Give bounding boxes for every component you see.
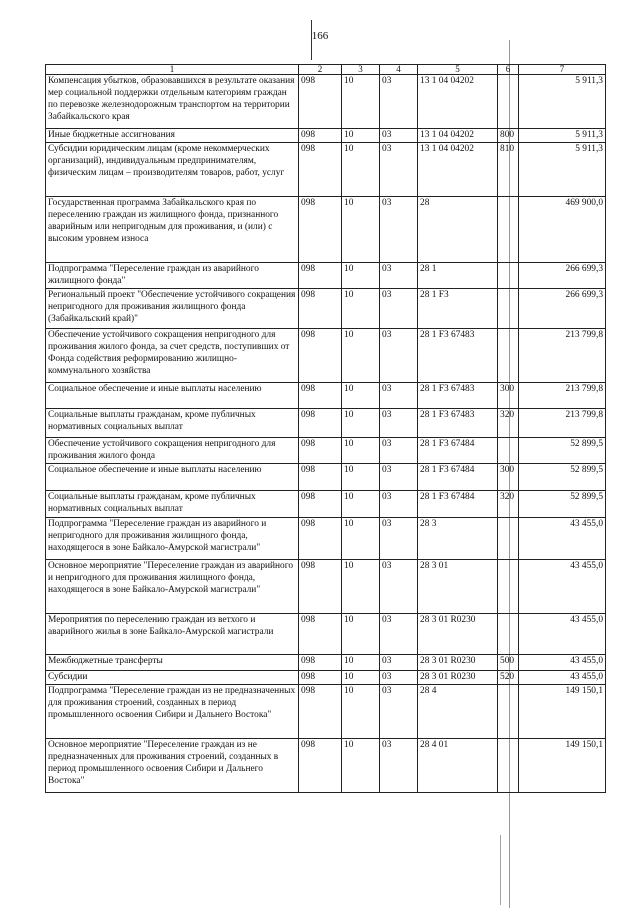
row-c5-cell: 28 3 [418, 518, 498, 560]
row-c6-cell: 810 [498, 143, 519, 197]
row-c4-cell: 03 [380, 75, 418, 129]
row-c3-cell: 10 [342, 329, 380, 383]
scan-artifact-line [500, 835, 501, 905]
table-row [46, 614, 606, 655]
column-header: 4 [380, 65, 418, 75]
row-c6-cell [498, 289, 519, 329]
row-c3-cell: 10 [342, 685, 380, 739]
row-c7-cell: 149 150,1 [519, 685, 606, 739]
table-row [46, 438, 606, 464]
row-c5-cell: 28 4 01 [418, 739, 498, 793]
row-c7-cell: 5 911,3 [519, 75, 606, 129]
row-c2-cell: 098 [299, 655, 342, 671]
row-c7-cell: 266 699,3 [519, 263, 606, 289]
row-c5-cell: 28 3 01 [418, 560, 498, 614]
row-name-cell: Социальное обеспечение и иные выплаты населению [46, 383, 299, 409]
column-header: 2 [299, 65, 342, 75]
row-c3-cell: 10 [342, 739, 380, 793]
table-row [46, 671, 606, 685]
row-c3-cell: 10 [342, 491, 380, 518]
table-row [46, 75, 606, 129]
row-c2-cell: 098 [299, 129, 342, 143]
row-c4-cell: 03 [380, 289, 418, 329]
row-c6-cell [498, 685, 519, 739]
table-row [46, 464, 606, 491]
row-c5-cell: 28 3 01 R0230 [418, 614, 498, 655]
row-c7-cell: 52 899,5 [519, 438, 606, 464]
row-c2-cell: 098 [299, 560, 342, 614]
row-c7-cell: 469 900,0 [519, 197, 606, 263]
row-c2-cell: 098 [299, 197, 342, 263]
row-c5-cell: 28 1 F3 67484 [418, 491, 498, 518]
row-c7-cell: 52 899,5 [519, 464, 606, 491]
table-row [46, 129, 606, 143]
row-c3-cell: 10 [342, 464, 380, 491]
row-c3-cell: 10 [342, 129, 380, 143]
row-c5-cell: 28 1 F3 67483 [418, 409, 498, 438]
row-c4-cell: 03 [380, 491, 418, 518]
row-c5-cell: 28 1 F3 [418, 289, 498, 329]
row-c7-cell: 52 899,5 [519, 491, 606, 518]
row-c6-cell: 300 [498, 464, 519, 491]
row-c3-cell: 10 [342, 197, 380, 263]
budget-table [45, 64, 606, 793]
row-c4-cell: 03 [380, 560, 418, 614]
row-name-cell: Обеспечение устойчивого сокращения непригодного для проживания жилого фонда [46, 438, 299, 464]
table-row [46, 739, 606, 793]
table-row [46, 560, 606, 614]
row-c6-cell: 520 [498, 671, 519, 685]
row-c7-cell: 43 455,0 [519, 671, 606, 685]
row-c2-cell: 098 [299, 289, 342, 329]
row-c5-cell: 28 4 [418, 685, 498, 739]
row-c7-cell: 213 799,8 [519, 329, 606, 383]
row-c3-cell: 10 [342, 383, 380, 409]
row-c4-cell: 03 [380, 685, 418, 739]
row-c7-cell: 5 911,3 [519, 143, 606, 197]
row-c2-cell: 098 [299, 329, 342, 383]
row-c2-cell: 098 [299, 491, 342, 518]
row-c5-cell: 28 1 [418, 263, 498, 289]
row-name-cell: Социальные выплаты гражданам, кроме публичных нормативных социальных выплат [46, 409, 299, 438]
row-c4-cell: 03 [380, 197, 418, 263]
row-c4-cell: 03 [380, 464, 418, 491]
row-c2-cell: 098 [299, 464, 342, 491]
row-c7-cell: 213 799,8 [519, 409, 606, 438]
table-row [46, 197, 606, 263]
row-c4-cell: 03 [380, 383, 418, 409]
row-name-cell: Межбюджетные трансферты [46, 655, 299, 671]
row-name-cell: Иные бюджетные ассигнования [46, 129, 299, 143]
row-c6-cell [498, 438, 519, 464]
row-c5-cell: 13 1 04 04202 [418, 75, 498, 129]
column-header: 5 [418, 65, 498, 75]
row-c5-cell: 13 1 04 04202 [418, 143, 498, 197]
row-c3-cell: 10 [342, 263, 380, 289]
row-name-cell: Государственная программа Забайкальского края по переселению граждан из жилищного фонда, признанного аварийным или непригодным для проживания, и (или) с высоким уровнем износа [46, 197, 299, 263]
row-c4-cell: 03 [380, 614, 418, 655]
row-name-cell: Субсидии юридическим лицам (кроме некоммерческих организаций), индивидуальным предпринимателям, физическим лицам – производителям товаров, работ, услуг [46, 143, 299, 197]
row-c5-cell: 28 [418, 197, 498, 263]
row-c2-cell: 098 [299, 143, 342, 197]
row-c4-cell: 03 [380, 143, 418, 197]
row-c4-cell: 03 [380, 518, 418, 560]
row-c2-cell: 098 [299, 383, 342, 409]
row-c2-cell: 098 [299, 671, 342, 685]
row-c6-cell [498, 614, 519, 655]
row-c6-cell [498, 560, 519, 614]
row-c6-cell [498, 518, 519, 560]
column-header: 6 [498, 65, 519, 75]
row-name-cell: Региональный проект "Обеспечение устойчивого сокращения непригодного для проживания жилищного фонда (Забайкальский край)" [46, 289, 299, 329]
table-row [46, 409, 606, 438]
row-c3-cell: 10 [342, 75, 380, 129]
row-name-cell: Основное мероприятие "Переселение граждан из не предназначенных для проживания строений, созданных в период промышленного освоения Сибири и Дальнего Востока" [46, 739, 299, 793]
column-header: 3 [342, 65, 380, 75]
row-name-cell: Социальные выплаты гражданам, кроме публичных нормативных социальных выплат [46, 491, 299, 518]
row-name-cell: Обеспечение устойчивого сокращения непригодного для проживания жилого фонда, за счет средств, поступивших от Фонда содействия реформированию жилищно-коммунального хозяйства [46, 329, 299, 383]
row-c5-cell: 13 1 04 04202 [418, 129, 498, 143]
row-c3-cell: 10 [342, 143, 380, 197]
table-row [46, 263, 606, 289]
row-c3-cell: 10 [342, 655, 380, 671]
row-c7-cell: 213 799,8 [519, 383, 606, 409]
row-c2-cell: 098 [299, 614, 342, 655]
page-number: 166 [311, 30, 329, 42]
row-c3-cell: 10 [342, 438, 380, 464]
row-name-cell: Подпрограмма "Переселение граждан из не предназначенных для проживания строений, созданных в период промышленного освоения Сибири и Дальнего Востока" [46, 685, 299, 739]
row-name-cell: Мероприятия по переселению граждан из ветхого и аварийного жилья в зоне Байкало-Амурской магистрали [46, 614, 299, 655]
row-c7-cell: 43 455,0 [519, 560, 606, 614]
table-body [46, 75, 606, 793]
row-c4-cell: 03 [380, 438, 418, 464]
row-c4-cell: 03 [380, 409, 418, 438]
row-c4-cell: 03 [380, 655, 418, 671]
table-row [46, 289, 606, 329]
table-row [46, 655, 606, 671]
row-c5-cell: 28 1 F3 67483 [418, 329, 498, 383]
row-c6-cell [498, 329, 519, 383]
row-c6-cell: 320 [498, 409, 519, 438]
table-row [46, 329, 606, 383]
row-c2-cell: 098 [299, 75, 342, 129]
row-name-cell: Субсидии [46, 671, 299, 685]
row-c4-cell: 03 [380, 129, 418, 143]
table-row [46, 685, 606, 739]
row-c6-cell: 300 [498, 383, 519, 409]
table-header-row [46, 65, 606, 75]
column-header: 1 [46, 65, 299, 75]
row-c3-cell: 10 [342, 289, 380, 329]
row-c2-cell: 098 [299, 739, 342, 793]
row-c6-cell: 500 [498, 655, 519, 671]
row-c6-cell [498, 75, 519, 129]
row-c7-cell: 266 699,3 [519, 289, 606, 329]
row-c3-cell: 10 [342, 560, 380, 614]
row-c4-cell: 03 [380, 329, 418, 383]
row-name-cell: Компенсация убытков, образовавшихся в результате оказания мер социальной поддержки отдельным категориям граждан по перевозке железнодорожным транспортом на территории Забайкальского края [46, 75, 299, 129]
row-c5-cell: 28 1 F3 67484 [418, 438, 498, 464]
column-header: 7 [519, 65, 606, 75]
row-c6-cell: 800 [498, 129, 519, 143]
table-row [46, 518, 606, 560]
row-name-cell: Социальное обеспечение и иные выплаты населению [46, 464, 299, 491]
row-c5-cell: 28 3 01 R0230 [418, 671, 498, 685]
row-c6-cell [498, 263, 519, 289]
row-c2-cell: 098 [299, 685, 342, 739]
row-c3-cell: 10 [342, 614, 380, 655]
table-row [46, 383, 606, 409]
row-c3-cell: 10 [342, 518, 380, 560]
row-c2-cell: 098 [299, 263, 342, 289]
row-name-cell: Подпрограмма "Переселение граждан из аварийного и непригодного для проживания жилищного фонда, находящегося в зоне Байкало-Амурской магистрали" [46, 518, 299, 560]
row-c6-cell [498, 197, 519, 263]
row-c7-cell: 43 455,0 [519, 655, 606, 671]
row-c2-cell: 098 [299, 409, 342, 438]
row-c6-cell [498, 739, 519, 793]
row-c5-cell: 28 3 01 R0230 [418, 655, 498, 671]
row-c7-cell: 149 150,1 [519, 739, 606, 793]
row-c6-cell: 320 [498, 491, 519, 518]
row-c5-cell: 28 1 F3 67483 [418, 383, 498, 409]
row-c7-cell: 43 455,0 [519, 614, 606, 655]
row-c7-cell: 5 911,3 [519, 129, 606, 143]
row-c4-cell: 03 [380, 671, 418, 685]
row-c2-cell: 098 [299, 518, 342, 560]
row-name-cell: Подпрограмма "Переселение граждан из аварийного жилищного фонда" [46, 263, 299, 289]
row-name-cell: Основное мероприятие "Переселение граждан из аварийного и непригодного для проживания жилищного фонда, находящегося в зоне Байкало-Амурской магистрали" [46, 560, 299, 614]
table-row [46, 143, 606, 197]
row-c4-cell: 03 [380, 739, 418, 793]
table-row [46, 491, 606, 518]
row-c7-cell: 43 455,0 [519, 518, 606, 560]
row-c2-cell: 098 [299, 438, 342, 464]
row-c5-cell: 28 1 F3 67484 [418, 464, 498, 491]
row-c4-cell: 03 [380, 263, 418, 289]
row-c3-cell: 10 [342, 409, 380, 438]
row-c3-cell: 10 [342, 671, 380, 685]
